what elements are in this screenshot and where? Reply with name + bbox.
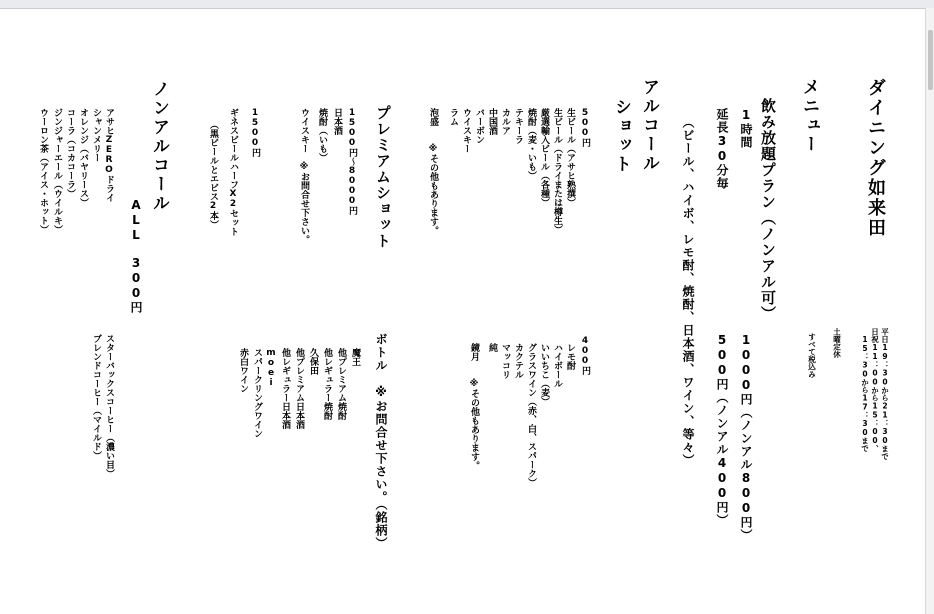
bottle-item: 赤白ワイン	[238, 348, 248, 393]
shot-500-item: ラム	[448, 108, 458, 126]
shot-500-item: カルア	[500, 108, 510, 135]
shot-400-item: 鏡月 ※その他もあります。	[469, 343, 479, 470]
bottle-item: 他プレミアム焼酎	[336, 348, 346, 420]
plan-1h: 1時間	[739, 108, 753, 149]
nonalcohol-price: ALL 300円	[129, 198, 143, 314]
nonalcohol-item: アサヒZEROドライ	[104, 108, 114, 202]
shot-500-item: テキーラ	[513, 108, 523, 144]
scrollbar-thumb[interactable]	[928, 30, 933, 90]
shot-500-header: 500円	[580, 108, 590, 147]
nonalcohol-item: シャンメリー	[91, 108, 101, 162]
plan-1h-price: 1000円（ノンアル800円）	[739, 333, 753, 542]
bottle-item: moei	[266, 348, 276, 388]
guinness-item: ギネスビールハーフX2セット	[228, 108, 238, 236]
plan-extension: 延長30分毎	[715, 108, 729, 190]
bottle-heading: ボトル ※お問合せ下さい。（銘柄）	[374, 333, 388, 550]
plan-heading: 飲み放題プラン（ノンアル可）	[759, 98, 777, 322]
bottle-item: 他レギュラー焼酎	[322, 348, 332, 420]
hours-line-1: 平日19：30から21：30まで	[880, 328, 890, 460]
bottle-item: 他レギュラー日本酒	[280, 348, 290, 429]
coffee-item: ブレンドコーヒー（マイルド）	[91, 334, 101, 460]
shot-500-item: 生ビール（アサヒ熟撰）	[565, 108, 575, 207]
coffee-item: スターバックスコーヒー（濃い目）	[104, 334, 114, 478]
guinness-price: 1500円	[250, 108, 260, 157]
plan-note: （ビール、ハイボ、レモ酎、焼酎、日本酒、ワイン、等々）	[681, 116, 695, 467]
shot-400-item: レモ酎	[565, 343, 575, 370]
guinness-note: （黒ビールとエビス2本）	[208, 120, 218, 229]
bottle-item: スパークリングワイン	[252, 348, 262, 438]
bottle-item: 久保田	[308, 348, 318, 375]
menu-page	[0, 8, 926, 614]
shot-500-item: 厳選輸入ビール（各種）	[539, 108, 549, 207]
shot-400-item: マッコリ	[500, 343, 510, 379]
shot-500-item: ウイスキー	[461, 108, 471, 153]
plan-extension-price: 500円（ノンアル400円）	[715, 333, 729, 527]
tax-note: すべて税込み	[807, 333, 817, 378]
shot-500-item: 中国酒	[487, 108, 497, 135]
nonalcohol-item: オレンジ（バヤリース）	[78, 108, 88, 207]
shot-400-item: ハイボール	[552, 343, 562, 388]
nonalcohol-item: ウーロン茶（アイス・ホット）	[38, 108, 48, 234]
vertical-scrollbar[interactable]	[925, 8, 934, 614]
bottle-item: 魔王	[350, 348, 360, 366]
shot-500-item: 生ビール（ドライまたは樽生）	[552, 108, 562, 234]
shot-400-header: 400円	[580, 336, 590, 375]
shot-400-item: カクテル	[513, 343, 523, 379]
premium-heading: プレミアムショット	[374, 105, 392, 249]
closed-day: 土曜定休	[832, 328, 842, 358]
shot-500-item: バーボン	[474, 108, 484, 144]
premium-item: ウイスキー ※お問合せ下さい。	[299, 108, 309, 244]
restaurant-title: ダイニング如来田	[865, 78, 886, 238]
premium-item: 日本酒	[332, 108, 342, 135]
premium-price: 1500円～8000円	[347, 108, 357, 215]
shot-400-item: グラスワイン（赤、白、スパーク）	[526, 343, 536, 487]
premium-item: 焼酎（いも）	[317, 108, 327, 162]
shot-heading: ショット	[611, 98, 631, 174]
nonalcohol-item: ジンジャーエール（ウイルキ）	[52, 108, 62, 234]
shot-400-item: 純	[487, 343, 497, 352]
hours-line-2: 日祝11：00から15：00、	[870, 328, 880, 453]
bottle-item: 他プレミアム日本酒	[294, 348, 304, 429]
menu-heading: メニュー	[799, 78, 819, 154]
shot-500-item: 泡盛 ※その他もあります。	[428, 108, 438, 235]
alcohol-heading: アルコール	[639, 78, 659, 173]
shot-500-item: 焼酎（麦・いも）	[526, 108, 536, 180]
nonalcohol-heading: ノンアルコール	[149, 80, 169, 213]
nonalcohol-item: コーラ（コカコーラ）	[65, 108, 75, 198]
shot-400-item: いいちこ（麦）	[539, 343, 549, 406]
hours-line-3: 15：30から17：30まで	[860, 335, 870, 452]
